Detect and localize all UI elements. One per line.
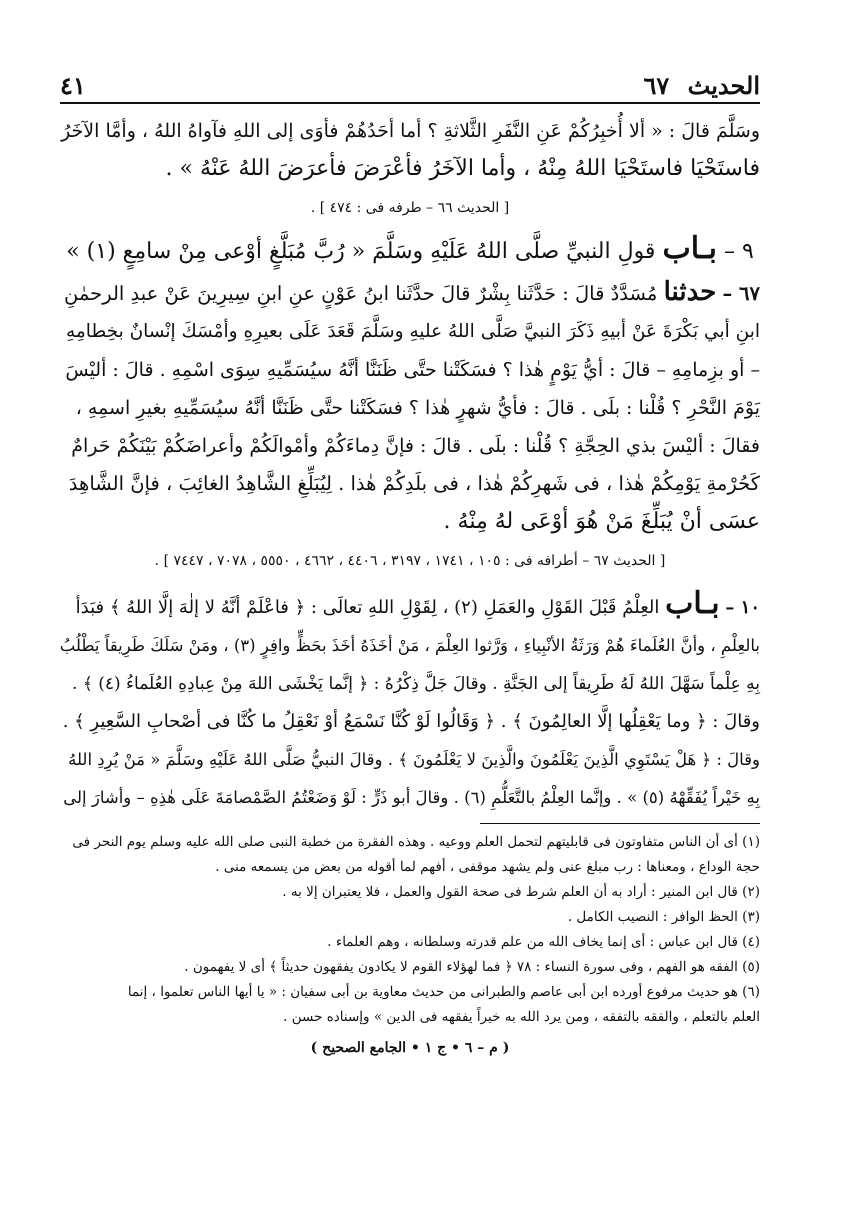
footnote-separator — [480, 823, 760, 824]
text-line: بِهِ خَيْراً يُفَقِّهْهُ (٥) » . وإنَّما العِلْمُ بالتَّعَلُّمِ (٦) . وقالَ أبو ذَرٍّ : لَوْ وَضَعْتُمُ الصَّمْصامَةَ عَلَى هٰذِهِ – وأشارَ إلى — [63, 788, 760, 807]
text-line: ابنِ أبي بَكْرَةَ عَنْ أبيهِ ذَكَرَ النبيَّ صَلَّى اللهُ عليهِ وسَلَّمَ قَعَدَ عَلَى بعيرِهِ وأمْسَكَ إنْسانٌ بخِطامِهِ — [65, 321, 760, 342]
text-line: بِهِ عِلْماً سَهَّلَ اللهُ لَهُ طَرِيقاً إلى الجَنَّةِ . وقالَ جَلَّ ذِكْرُهُ : ﴿ إنَّما يَخْشَى اللهَ مِنْ عِبادِهِ العُلَماءُ (٤) ﴾ . — [72, 674, 760, 694]
footnote: (٦) هو حديث مرفوع أورده ابن أبى عاصم والطبرانى من حديث معاوية بن أبى سفيان : « يا أيها الناس تعلموا ، إنما — [127, 984, 760, 1000]
page-number: ٤١ — [60, 71, 86, 100]
hadith-reference: [ الحديث ٦٧ – أطرافه فى : ١٠٥ ، ١٧٤١ ، ٣١٩٧ ، ٤٤٠٦ ، ٤٦٦٢ ، ٥٥٥٠ ، ٧٠٧٨ ، ٧٤٤٧ ] . — [154, 553, 666, 569]
text-line: – أو بزِمامِهِ – قالَ : أيُّ يَوْمٍ هٰذا ؟ فسَكَتْنا حتَّى ظَنَنَّا أنَّهُ سيُسَمِّيهِ سِوَى اسْمِهِ . قالَ : أليْسَ — [65, 359, 760, 381]
hadith-reference: [ الحديث ٦٦ – طرفه فى : ٤٧٤ ] . — [310, 200, 510, 216]
chapter-label: بـاب — [662, 231, 717, 266]
signature-footer: ( م – ٦ • ج ١ • الجامع الصحيح ) — [310, 1040, 510, 1056]
hadith-label: حدثنا — [663, 277, 717, 307]
chapter-title: قولِ النبيِّ صلَّى اللهُ عَلَيْهِ وسَلَّمَ « رُبَّ مُبَلَّغٍ أوْعى مِنْ سامِعٍ (١) » — [66, 239, 656, 264]
page-body — [60, 112, 760, 1062]
header-rule — [60, 102, 760, 104]
chapter-number: ١٠ – — [725, 597, 760, 618]
chapter-title: العِلْمُ قَبْلَ القَوْلِ والعَمَلِ (٢) ، لِقَوْلِ اللهِ تعالَى : ﴿ فاعْلَمْ أنَّهُ لا إلٰهَ إلَّا اللهُ ﴾ فبَدَأ — [75, 597, 660, 618]
chapter-heading-10 — [60, 585, 760, 627]
text-line: مُسَدَّدٌ قالَ : حَدَّثَنا بِشْرٌ قالَ حدَّثَنا ابنُ عَوْنٍ عنِ ابنِ سِيرِينَ عَنْ عبدِ الرحمٰنِ — [64, 282, 658, 305]
footnote: (٥) الفقه هو الفهم ، وفى سورة النساء : ٧٨ ﴿ فما لهؤلاء القوم لا يكادون يفقهون حديثاً ﴾ أى لا يفهمون . — [184, 959, 760, 975]
chapter-heading-9 — [60, 228, 760, 273]
text-line: فقالَ : أليْسَ بذي الحِجَّةِ ؟ قُلْنا : بلَى . قالَ : فإنَّ دِماءَكُمْ وأمْوالَكُمْ وأعراضَكُمْ بَيْنَكُمْ حَرامٌ — [71, 435, 760, 457]
text-line: فاستَحْيَا فاستَحْيَا اللهُ مِنْهُ ، وأما الآخَرُ فأعْرَضَ فأعرَضَ اللهُ عَنْهُ » . — [165, 156, 760, 181]
text-line: وقالَ : ﴿ وما يَعْقِلُها إلَّا العالِمُونَ ﴾ . ﴿ وَقَالُوا لَوْ كُنَّا نَسْمَعُ أوْ نَعْقِلُ ما كُنَّا فى أصْحابِ السَّعِيرِ ﴾ . — [62, 711, 760, 732]
footnote: العلم بالتعلم ، والفقه بالتفقه ، ومن يرد الله به خيراً يفقهه فى الدين » وإسناده حسن . — [283, 1009, 760, 1025]
hadith-first-line — [60, 273, 760, 313]
text-line: وسَلَّمَ قالَ : « ألا أُخبِرُكُمْ عَنِ النَّفَرِ الثَّلاثةِ ؟ أما أحَدُهُمْ فأوَى إلى اللهِ فآواهُ اللهُ ، وأمَّا الآخَرُ — [61, 120, 760, 142]
running-title — [644, 71, 760, 100]
chapter-number: ٩ – — [723, 239, 754, 264]
text-line: يَوْمَ النَّحْرِ ؟ قُلْنا : بلَى . قالَ : فأيُّ شهرٍ هٰذا ؟ فسَكَتْنا حتَّى ظَنَنَّا أنَّهُ سيُسَمِّيهِ بغيرِ اسمِهِ ، — [75, 397, 760, 419]
text-line: بالعِلْمِ ، وأنَّ العُلَماءَ هُمْ وَرَثَةُ الأنْبِياءِ ، وَرَّثوا العِلْمَ ، مَنْ أخَذَهُ أخَذَ بحَظٍّ وافِرٍ (٣) ، ومَنْ سَلَكَ طَرِيقاً يَطْلُبُ — [59, 636, 760, 655]
footnote: (٤) قال ابن عباس : أى إنما يخاف الله من علم قدرته وسلطانه ، وهم العلماء . — [327, 934, 760, 950]
footnote: (٣) الحظ الوافر : النصيب الكامل . — [567, 909, 760, 925]
text-line: كَحُرْمةِ يَوْمِكُمْ هٰذا ، فى شَهرِكُمْ هٰذا ، فى بلَدِكُمْ هٰذا . لِيُبَلِّغِ الشَّاهِدُ الغائِبَ ، فإنَّ الشَّاهِدَ — [68, 472, 760, 495]
text-line: وقالَ : ﴿ هَلْ يَسْتَوِي الَّذِينَ يَعْلَمُونَ والَّذِينَ لا يَعْلَمُونَ ﴾ . وقالَ النبيُّ صَلَّى اللهُ عَلَيْهِ وسَلَّمَ « مَنْ يُرِدِ اللهُ — [68, 750, 760, 769]
footnote: (١) أى أن الناس متفاوتون فى قابليتهم لتحمل العلم ووعيه . وهذه الفقرة من خطبة النبى صلى الله عليه وسلم يوم النحر فى — [72, 834, 760, 850]
text-line: عسَى أنْ يُبَلِّغَ مَنْ هُوَ أوْعَى لهُ مِنْهُ . — [443, 509, 760, 534]
page-header — [60, 58, 760, 100]
hadith-number: ٦٧ – — [722, 282, 760, 305]
chapter-label: بـاب — [665, 586, 720, 621]
footnote: (٢) قال ابن المنير : أراد به أن العلم شرط فى صحة القول والعمل ، فلا يعتبران إلا به . — [282, 884, 760, 900]
footnote: حجة الوداع ، ومعناها : رب مبلغ عنى ولم يشهد موقفى ، أفهم لما أقوله من بعض من يسمعه منى . — [215, 859, 760, 875]
running-title-hadith-number: ٦٧ — [643, 71, 670, 100]
running-title-label: الحديث — [687, 71, 760, 100]
